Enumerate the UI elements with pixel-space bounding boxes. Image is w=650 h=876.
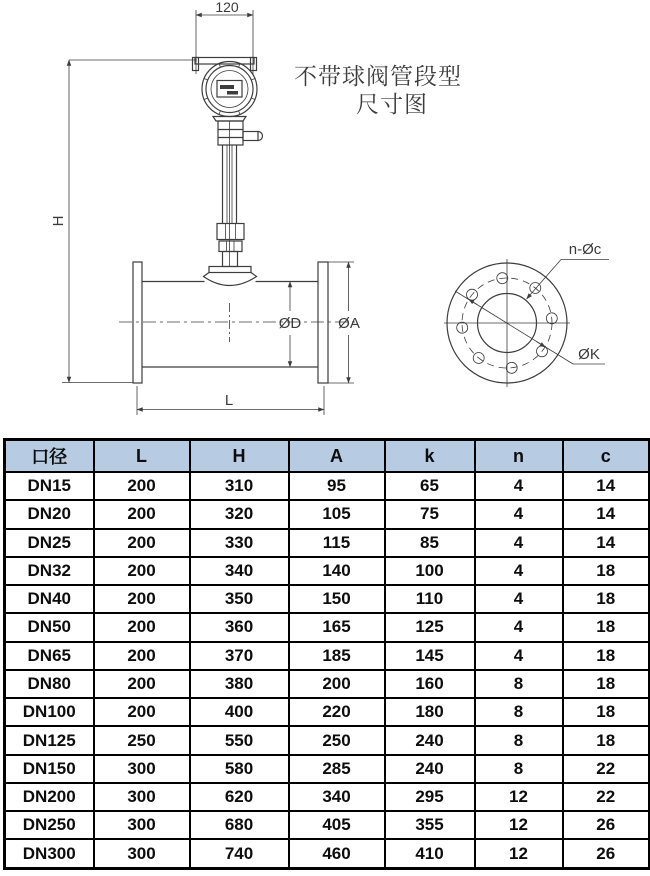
table-row (5, 839, 650, 868)
cell: 200 (94, 557, 190, 585)
cell: 18 (563, 613, 650, 641)
dim-label-length: L (224, 392, 234, 409)
table-row (5, 755, 650, 783)
pipe-body (119, 262, 357, 383)
table-row (5, 811, 650, 839)
cell: 410 (385, 839, 475, 868)
table-row (5, 698, 650, 726)
table-body (5, 472, 650, 869)
cell: 580 (190, 755, 289, 783)
cell: 300 (94, 755, 190, 783)
cell: 18 (563, 557, 650, 585)
table-row (5, 500, 650, 528)
cell: 310 (190, 472, 289, 500)
cell: 22 (563, 783, 650, 811)
cell: 200 (94, 670, 190, 698)
row-label: DN80 (5, 670, 94, 698)
cell: 405 (289, 811, 385, 839)
cable-gland (243, 132, 258, 141)
row-label: DN25 (5, 529, 94, 557)
row-label: DN15 (5, 472, 94, 500)
cell: 8 (475, 755, 563, 783)
cell: 18 (563, 585, 650, 613)
cell: 160 (385, 670, 475, 698)
cell: 200 (94, 613, 190, 641)
cell: 330 (190, 529, 289, 557)
transmitter-stem (204, 117, 263, 286)
cell: 550 (190, 726, 289, 754)
column-header-2: H (190, 440, 289, 473)
cell: 200 (94, 472, 190, 500)
row-label: DN50 (5, 613, 94, 641)
row-label: DN250 (5, 811, 94, 839)
dimension-table (3, 438, 650, 870)
cell: 4 (475, 529, 563, 557)
left-flange (133, 262, 142, 383)
row-label: DN20 (5, 500, 94, 528)
table-row (5, 783, 650, 811)
cell: 240 (385, 755, 475, 783)
table-row (5, 557, 650, 585)
cell: 250 (94, 726, 190, 754)
cell: 200 (94, 642, 190, 670)
saddle-weld (204, 273, 257, 286)
transmitter-head (193, 58, 258, 117)
row-label: DN200 (5, 783, 94, 811)
cell: 165 (289, 613, 385, 641)
cell: 145 (385, 642, 475, 670)
cell: 22 (563, 755, 650, 783)
cable-gland-tip (258, 132, 263, 141)
cell: 105 (289, 500, 385, 528)
mounting-boss (209, 267, 251, 273)
cell: 200 (94, 529, 190, 557)
table-row (5, 726, 650, 754)
cell: 125 (385, 613, 475, 641)
cell: 110 (385, 585, 475, 613)
cell: 4 (475, 613, 563, 641)
cell: 200 (94, 585, 190, 613)
cell: 300 (94, 811, 190, 839)
cell: 12 (475, 811, 563, 839)
cell: 300 (94, 783, 190, 811)
table-header-row (5, 440, 650, 473)
cell: 4 (475, 557, 563, 585)
dim-label-flange-diameter: ØA (338, 315, 360, 332)
row-label: DN150 (5, 755, 94, 783)
row-label: DN300 (5, 839, 94, 868)
row-label: DN100 (5, 698, 94, 726)
cell: 14 (563, 500, 650, 528)
dim-label-120: 120 (215, 0, 239, 15)
cell: 300 (94, 839, 190, 868)
column-header-3: A (289, 440, 385, 473)
cell: 320 (190, 500, 289, 528)
cell: 18 (563, 670, 650, 698)
cell: 18 (563, 726, 650, 754)
drawing-title-line1: 不带球阀管段型 (294, 63, 462, 89)
cell: 360 (190, 613, 289, 641)
table-row (5, 585, 650, 613)
cell: 200 (289, 670, 385, 698)
row-label: DN40 (5, 585, 94, 613)
cell: 620 (190, 783, 289, 811)
cell: 200 (94, 698, 190, 726)
cell: 8 (475, 670, 563, 698)
column-header-6: c (563, 440, 650, 473)
table-row (5, 472, 650, 500)
row-label: DN125 (5, 726, 94, 754)
cell: 4 (475, 585, 563, 613)
cell: 14 (563, 472, 650, 500)
cell: 18 (563, 698, 650, 726)
dimension-OD (279, 282, 302, 368)
cell: 460 (289, 839, 385, 868)
table-row (5, 613, 650, 641)
cell: 12 (475, 783, 563, 811)
cell: 14 (563, 529, 650, 557)
lcd-bar (227, 91, 238, 95)
cell: 26 (563, 839, 650, 868)
cell: 740 (190, 839, 289, 868)
cell: 355 (385, 811, 475, 839)
cell: 295 (385, 783, 475, 811)
cell: 220 (289, 698, 385, 726)
cell: 115 (289, 529, 385, 557)
dimension-120 (196, 0, 253, 74)
table-row (5, 642, 650, 670)
cell: 4 (475, 500, 563, 528)
cell: 140 (289, 557, 385, 585)
cell: 12 (475, 839, 563, 868)
cell: 150 (289, 585, 385, 613)
cell: 340 (190, 557, 289, 585)
cell: 180 (385, 698, 475, 726)
dimension-H (50, 60, 197, 383)
cell: 4 (475, 472, 563, 500)
row-label: DN65 (5, 642, 94, 670)
column-header-5: n (475, 440, 563, 473)
dim-label-bolt-holes: n-Øc (568, 241, 602, 258)
cell: 240 (385, 726, 475, 754)
cell: 250 (289, 726, 385, 754)
row-label: DN32 (5, 557, 94, 585)
dim-label-bore-diameter: ØD (278, 315, 302, 332)
right-flange (318, 262, 328, 383)
cell: 75 (385, 500, 475, 528)
cell: 4 (475, 642, 563, 670)
cell: 65 (385, 472, 475, 500)
cell: 400 (190, 698, 289, 726)
column-header-0: 口径 (5, 440, 94, 473)
table-row (5, 670, 650, 698)
cell: 18 (563, 642, 650, 670)
drawing-title-line2: 尺寸图 (356, 91, 428, 117)
lcd-bar (220, 85, 234, 89)
dim-label-H: H (50, 215, 67, 227)
cell: 8 (475, 726, 563, 754)
cell: 8 (475, 698, 563, 726)
cell: 85 (385, 529, 475, 557)
cell: 380 (190, 670, 289, 698)
cell: 26 (563, 811, 650, 839)
cell: 95 (289, 472, 385, 500)
cell: 100 (385, 557, 475, 585)
dim-label-bolt-circle: ØK (578, 346, 600, 363)
flange-face-view (444, 241, 609, 387)
cell: 350 (190, 585, 289, 613)
dimension-OA (328, 262, 360, 383)
cell: 340 (289, 783, 385, 811)
table-row (5, 529, 650, 557)
flowmeter-dimension-drawing (0, 0, 650, 437)
dimension-L (137, 386, 324, 415)
column-header-4: k (385, 440, 475, 473)
cell: 185 (289, 642, 385, 670)
cell: 285 (289, 755, 385, 783)
hex-nut (217, 224, 244, 240)
column-header-1: L (94, 440, 190, 473)
cell: 200 (94, 500, 190, 528)
cell: 370 (190, 642, 289, 670)
cell: 680 (190, 811, 289, 839)
